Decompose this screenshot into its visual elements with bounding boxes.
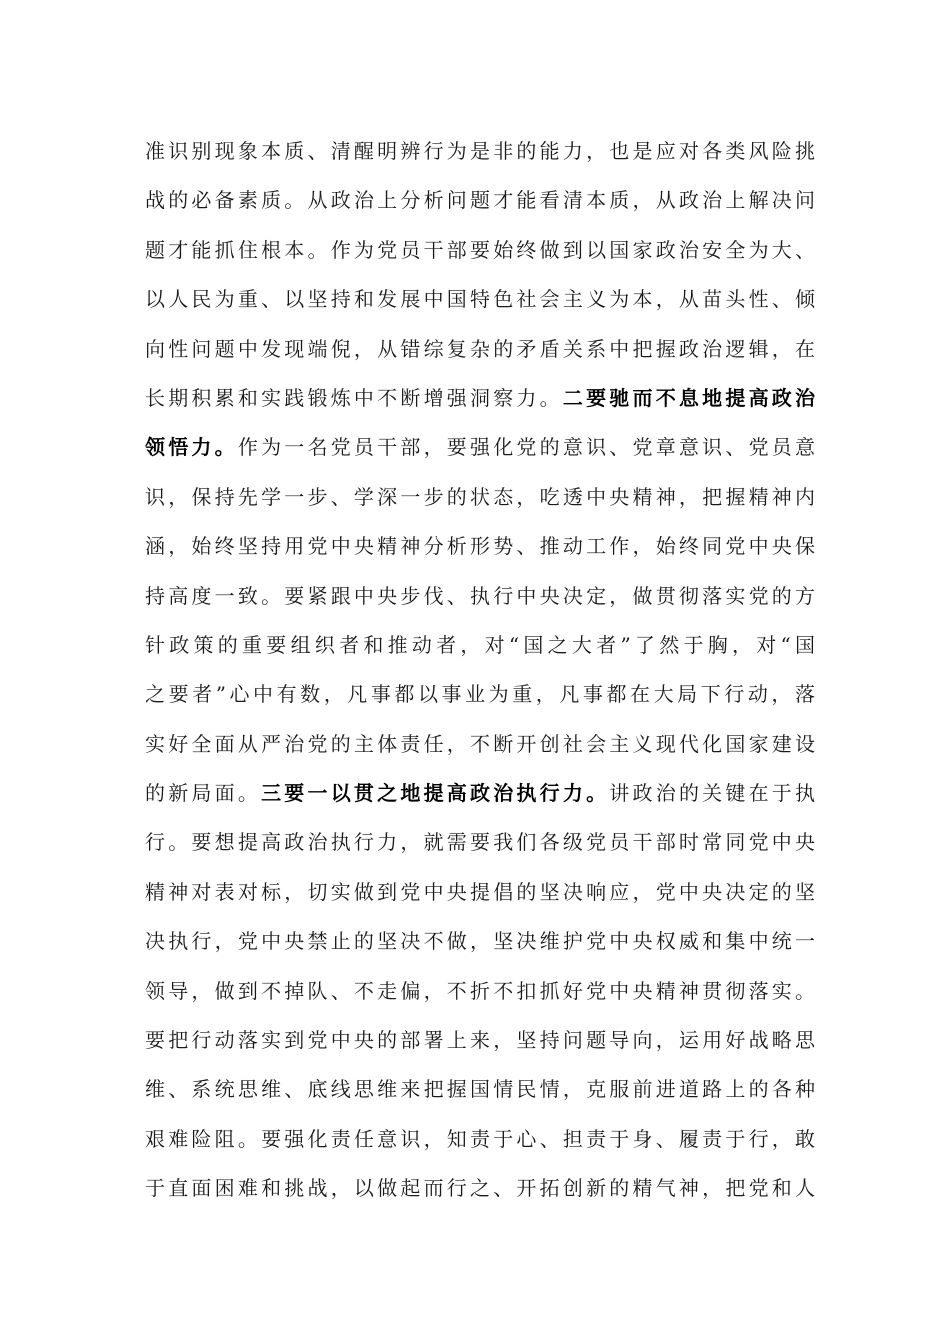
text-run: 艰难险阻。要强化责任意识，知责于心、担责于身、履责于行，敢 (145, 1126, 815, 1151)
text-line-7 (145, 423, 815, 472)
text-line-2 (145, 176, 815, 225)
body-text (145, 127, 815, 1214)
text-run: 识，保持先学一步、学深一步的状态，吃透中央精神，把握精神内 (145, 484, 815, 509)
text-line-1 (145, 127, 815, 176)
text-run: 于直面困难和挑战，以做起而行之、开拓创新的精气神，把党和人 (145, 1176, 815, 1201)
text-run: 讲政治的关键在于执 (609, 781, 815, 806)
text-line-9 (145, 522, 815, 571)
text-run: 实好全面从严治党的主体责任，不断开创社会主义现代化国家建设 (145, 731, 815, 756)
text-run: 决执行，党中央禁止的坚决不做，坚决维护党中央权威和集中统一 (145, 929, 815, 954)
text-run: 长期积累和实践锻炼中不断增强洞察力。 (145, 385, 563, 410)
text-run: 领导，做到不掉队、不走偏，不折不扣抓好党中央精神贯彻落实。 (145, 978, 815, 1003)
text-run: 之要者”心中有数，凡事都以事业为重，凡事都在大局下行动，落 (145, 682, 815, 707)
text-line-5 (145, 325, 815, 374)
text-run: 持高度一致。要紧跟中央步伐、执行中央决定，做贯彻落实党的方 (145, 583, 815, 608)
text-line-17 (145, 917, 815, 966)
text-line-12 (145, 670, 815, 719)
text-run: 维、系统思维、底线思维来把握国情民情，克服前进道路上的各种 (145, 1077, 815, 1102)
text-run: 准识别现象本质、清醒明辨行为是非的能力，也是应对各类风险挑 (145, 139, 815, 163)
bold-heading-run: 三要一以贯之地提高政治执行力。 (261, 781, 610, 806)
text-run: 向性问题中发现端倪，从错综复杂的矛盾关系中把握政治逻辑，在 (145, 336, 815, 361)
text-line-15 (145, 818, 815, 867)
text-line-3 (145, 226, 815, 275)
text-line-8 (145, 473, 815, 522)
text-run: 要把行动落实到党中央的部署上来，坚持问题导向，运用好战略思 (145, 1028, 815, 1053)
bold-heading-run: 二要驰而不息地提高政治 (562, 385, 815, 410)
text-line-14 (145, 769, 815, 818)
text-line-20 (145, 1065, 815, 1114)
text-run: 题才能抓住根本。作为党员干部要始终做到以国家政治安全为大、 (145, 237, 815, 262)
text-line-19 (145, 1016, 815, 1065)
text-run: 以人民为重、以坚持和发展中国特色社会主义为本，从苗头性、倾 (145, 287, 815, 312)
text-run: 战的必备素质。从政治上分析问题才能看清本质，从政治上解决问 (145, 188, 815, 213)
text-run: 行。要想提高政治执行力，就需要我们各级党员干部时常同党中央 (145, 830, 815, 855)
text-line-13 (145, 720, 815, 769)
text-run: 的新局面。 (145, 781, 262, 806)
text-run: 精神对表对标，切实做到党中央提倡的坚决响应，党中央决定的坚 (145, 879, 815, 904)
text-run: 作为一名党员干部，要强化党的意识、党章意识、党员意 (237, 435, 815, 460)
text-run: 涵，始终坚持用党中央精神分析形势、推动工作，始终同党中央保 (145, 534, 815, 559)
text-line-18 (145, 967, 815, 1016)
text-line-16 (145, 868, 815, 917)
text-line-21 (145, 1115, 815, 1164)
text-run: 针政策的重要组织者和推动者，对“国之大者”了然于胸，对“国 (145, 632, 815, 657)
bold-heading-run: 领悟力。 (145, 435, 238, 460)
text-line-22 (145, 1164, 815, 1213)
text-line-11 (145, 621, 815, 670)
text-line-4 (145, 275, 815, 324)
text-line-6 (145, 374, 815, 423)
text-line-10 (145, 572, 815, 621)
